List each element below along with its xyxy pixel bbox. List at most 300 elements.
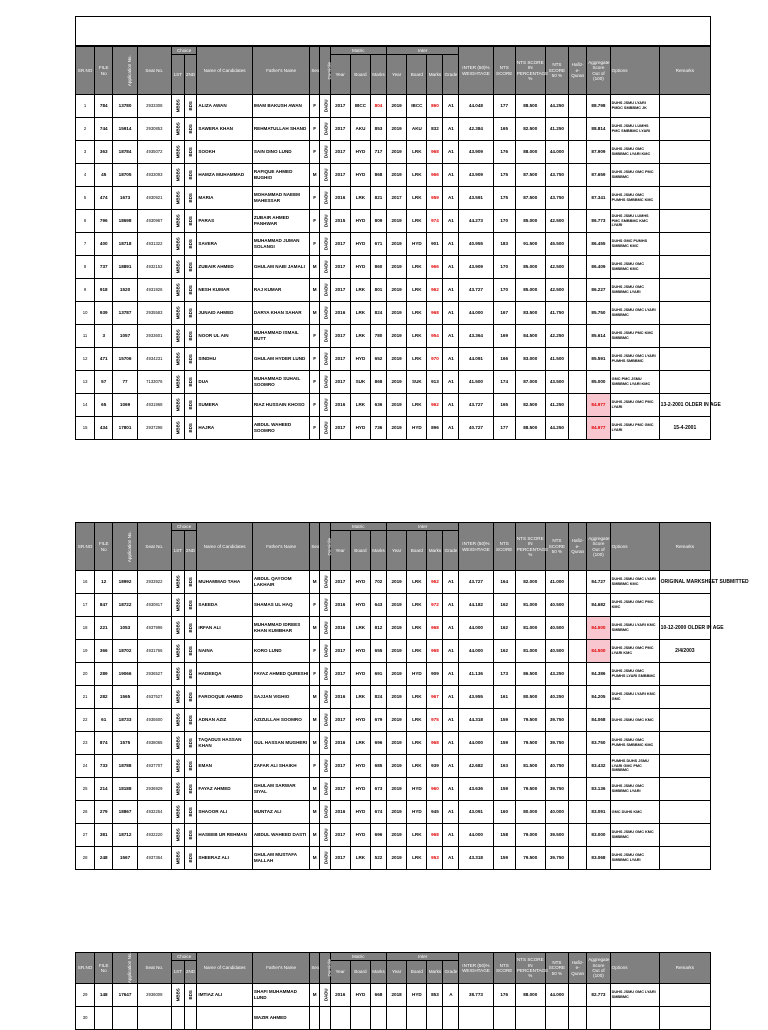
cell-inter-grade: A1 <box>443 709 459 732</box>
cell-matric-marks: 824 <box>371 302 387 325</box>
cell-matric-marks: 717 <box>371 141 387 164</box>
cell-file-no: 737 <box>95 256 113 279</box>
cell-nts-score: 162 <box>493 594 515 617</box>
cell-srno: 5 <box>76 187 95 210</box>
cell-inter-year: 2019 <box>387 617 407 640</box>
cell-father: RIAZ HUSSAIN KHOSO <box>252 394 310 417</box>
cell-aggregate: 83.750 <box>587 732 610 755</box>
cell-app-no: 1069 <box>113 394 138 417</box>
cell-inter-marks <box>427 1007 443 1030</box>
cell-options: DUHS JSMU GMC PUMHS SMBBMC KMC <box>610 187 659 210</box>
cell-inter-marks: 967 <box>427 686 443 709</box>
cell-seat-no: 4937707 <box>137 755 171 778</box>
cell-sex: F <box>310 394 320 417</box>
col-nts-50: NTS SCORE 50 % <box>545 953 568 984</box>
cell-inter-year: 2019 <box>387 371 407 394</box>
cell-father: SAJJAN VIGHIO <box>252 686 310 709</box>
cell-inter-grade: A1 <box>443 847 459 870</box>
cell-domicile-text: DADU <box>323 782 329 796</box>
cell-nts-score: 165 <box>493 118 515 141</box>
cell-inter-grade: A1 <box>443 141 459 164</box>
cell-matric-board: LRK <box>350 394 370 417</box>
cell-nts-pct: 82.500 <box>515 394 545 417</box>
cell-file-no: 148 <box>95 984 113 1007</box>
cell-inter-year: 2019 <box>387 732 407 755</box>
col-matric-year: Year <box>330 531 350 571</box>
cell-domicile-text: DADU <box>323 667 329 681</box>
cell-hafiz <box>569 417 587 440</box>
cell-choice-2nd <box>184 394 197 417</box>
cell-remarks <box>659 302 710 325</box>
cell-inter-weightage: 44.000 <box>459 732 493 755</box>
cell-options: DUHS JSMU GMC PUMHS LYARI SMBBMC <box>610 663 659 686</box>
cell-matric-marks: 812 <box>371 617 387 640</box>
cell-matric-marks: 780 <box>371 325 387 348</box>
cell-domicile <box>319 164 330 187</box>
cell-remarks: 13-2-2001 OLDER IN AGE <box>659 394 710 417</box>
cell-hafiz <box>569 279 587 302</box>
cell-aggregate: 86.409 <box>587 256 610 279</box>
cell-file-no: 847 <box>95 594 113 617</box>
cell-domicile-text: DADU <box>323 713 329 727</box>
cell-inter-marks: 901 <box>427 233 443 256</box>
cell-inter-marks: 968 <box>427 617 443 640</box>
cell-aggregate: 83.432 <box>587 755 610 778</box>
col-domicile: Domicile <box>319 953 330 984</box>
cell-name: JUNAID AHMED <box>197 302 252 325</box>
cell-inter-board: LRK <box>407 164 427 187</box>
cell-inter-year: 2019 <box>387 118 407 141</box>
table-row <box>76 164 711 187</box>
cell-inter-marks: 975 <box>427 709 443 732</box>
cell-aggregate: 84.068 <box>587 709 610 732</box>
col-domicile: Domicile <box>319 523 330 571</box>
cell-inter-board: HYD <box>407 801 427 824</box>
table-body <box>76 984 711 1030</box>
cell-inter-weightage: 43.909 <box>459 256 493 279</box>
cell-file-no: 221 <box>95 617 113 640</box>
cell-choice-2nd-text: BDS <box>187 577 193 587</box>
cell-inter-grade: A1 <box>443 348 459 371</box>
table-body <box>76 95 721 440</box>
cell-seat-no: 2930853 <box>137 118 171 141</box>
cell-nts-50: 41.250 <box>545 118 568 141</box>
cell-options: DUHS JSMU GMC KMC SMBBMC <box>610 824 659 847</box>
cell-matric-board: HYD <box>350 571 370 594</box>
table-row <box>76 394 711 417</box>
col-options: Options <box>610 523 659 571</box>
cell-choice-1st-text: MBBS <box>175 667 181 681</box>
cell-aggregate: 87.909 <box>587 141 610 164</box>
cell-aggregate: 87.659 <box>587 164 610 187</box>
cell-seat-no: 2933601 <box>137 325 171 348</box>
col-choice: Choice <box>171 953 197 961</box>
col-matric-board: Board <box>350 531 370 571</box>
cell-matric-board: LRK <box>350 279 370 302</box>
cell-hafiz <box>569 302 587 325</box>
cell-nts-pct: 91.500 <box>515 233 545 256</box>
cell-choice-1st-text: MBBS <box>175 283 181 297</box>
cell-domicile <box>319 801 330 824</box>
col-inter: Inter <box>387 953 459 961</box>
cell-remarks: 15-4-2001 <box>659 417 710 440</box>
cell-choice-1st <box>171 984 184 1007</box>
cell-inter-year: 2019 <box>387 279 407 302</box>
cell-file-no: 282 <box>95 686 113 709</box>
cell-matric-year: 2016 <box>330 686 350 709</box>
cell-file-no: 400 <box>95 233 113 256</box>
cell-options: DUHS JSMU GMC PUMHS SMBBMC KMC <box>610 732 659 755</box>
cell-inter-year: 2019 <box>387 164 407 187</box>
cell-father: SHAFI MUHAMMAD LUND <box>252 984 310 1007</box>
cell-choice-1st <box>171 686 184 709</box>
col-file-no: FILE No <box>95 953 113 984</box>
table-row <box>76 571 711 594</box>
cell-srno: 17 <box>76 594 95 617</box>
cell-father: ABDUL WAHEED SOOMRO <box>252 417 310 440</box>
table-row <box>76 1007 711 1030</box>
cell-nts-score: 177 <box>493 417 515 440</box>
table-header <box>76 523 711 571</box>
cell-domicile-text: DADU <box>323 237 329 251</box>
cell-inter-year: 2019 <box>387 95 407 118</box>
cell-inter-weightage: 43.591 <box>459 187 493 210</box>
cell-matric-year: 2017 <box>330 141 350 164</box>
cell-nts-50: 40.000 <box>545 801 568 824</box>
cell-app-no: 18784 <box>113 141 138 164</box>
cell-matric-board: SUK <box>350 371 370 394</box>
cell-matric-marks: 679 <box>371 709 387 732</box>
cell-name: ALIZA AWAN <box>197 95 252 118</box>
cell-nts-50: 39.750 <box>545 778 568 801</box>
cell-seat-no: 4933093 <box>137 164 171 187</box>
cell-father: ZUBAIR AHMED PANHWAR <box>252 210 310 233</box>
cell-matric-marks: 655 <box>371 640 387 663</box>
col-sex: Sex <box>310 953 320 984</box>
cell-choice-1st-text: MBBS <box>175 122 181 136</box>
cell-inter-year: 2019 <box>387 847 407 870</box>
cell-matric-marks: 636 <box>371 394 387 417</box>
sheet-title-box <box>75 16 711 46</box>
cell-choice-2nd <box>184 755 197 778</box>
cell-inter-weightage: 44.182 <box>459 594 493 617</box>
table-row <box>76 755 711 778</box>
cell-name: FAYAZ AHMED <box>197 778 252 801</box>
cell-inter-weightage: 43.727 <box>459 571 493 594</box>
col-srno: SR.NO <box>76 953 95 984</box>
cell-seat-no: 7133076 <box>137 371 171 394</box>
cell-domicile-text: DADU <box>323 851 329 865</box>
col-inter-board: Board <box>407 961 427 984</box>
cell-sex: M <box>310 801 320 824</box>
cell-nts-50: 45.500 <box>545 233 568 256</box>
cell-inter-weightage: 38.773 <box>459 984 493 1007</box>
cell-seat-no: 4935600 <box>137 709 171 732</box>
cell-choice-2nd-text: BDS <box>187 830 193 840</box>
col-choice: Choice <box>171 523 197 531</box>
cell-nts-50: 39.500 <box>545 824 568 847</box>
cell-matric-year: 2017 <box>330 233 350 256</box>
cell-nts-50: 40.500 <box>545 640 568 663</box>
cell-nts-score: 170 <box>493 279 515 302</box>
col-aggregate: Aggregate Score Out of (100) <box>587 47 610 95</box>
cell-nts-pct: 87.000 <box>515 371 545 394</box>
cell-nts-pct: 86.500 <box>515 663 545 686</box>
cell-choice-2nd-text: BDS <box>187 692 193 702</box>
cell-matric-board: HYD <box>350 824 370 847</box>
cell-app-no: 18718 <box>113 233 138 256</box>
merit-table-1 <box>75 46 721 440</box>
cell-srno: 24 <box>76 755 95 778</box>
cell-nts-score: 161 <box>493 686 515 709</box>
col-app-no: Application No. <box>113 953 138 984</box>
cell-srno: 29 <box>76 984 95 1007</box>
cell-inter-grade: A1 <box>443 594 459 617</box>
cell-file-no: 279 <box>95 801 113 824</box>
col-hafiz: Hafiz-e-Quran <box>569 523 587 571</box>
cell-choice-2nd <box>184 371 197 394</box>
cell-domicile-text: DADU <box>323 352 329 366</box>
cell-app-no: 17647 <box>113 984 138 1007</box>
table-row <box>76 732 711 755</box>
cell-file-no: 289 <box>95 663 113 686</box>
cell-choice-2nd <box>184 640 197 663</box>
cell-nts-pct: 79.000 <box>515 824 545 847</box>
cell-inter-year: 2019 <box>387 755 407 778</box>
cell-options: GMC PMC JSMU SMBBMC LYARI KMC <box>610 371 659 394</box>
cell-remarks <box>659 732 710 755</box>
cell-choice-1st-text: MBBS <box>175 759 181 773</box>
cell-hafiz <box>569 348 587 371</box>
cell-domicile <box>319 187 330 210</box>
cell-options: DUHS JSMU PMC GMC LYARI <box>610 417 659 440</box>
cell-app-no: 1053 <box>113 617 138 640</box>
cell-srno: 3 <box>76 141 95 164</box>
cell-nts-50: 44.250 <box>545 95 568 118</box>
cell-father: SHAMAS UL HAQ <box>252 594 310 617</box>
cell-remarks: 2/4/2003 <box>659 640 710 663</box>
cell-choice-2nd-text: BDS <box>187 193 193 203</box>
cell-inter-weightage: 44.091 <box>459 348 493 371</box>
cell-nts-pct: 88.500 <box>515 417 545 440</box>
cell-inter-grade: A1 <box>443 233 459 256</box>
cell-inter-weightage: 42.384 <box>459 118 493 141</box>
cell-domicile-text: DADU <box>323 375 329 389</box>
cell-choice-1st <box>171 256 184 279</box>
cell-hafiz <box>569 686 587 709</box>
cell-father: MUHAMMAD JUMAN SOLANGI <box>252 233 310 256</box>
cell-matric-marks: 801 <box>371 279 387 302</box>
cell-name: SUMERA <box>197 394 252 417</box>
cell-domicile <box>319 617 330 640</box>
cell-hafiz <box>569 709 587 732</box>
cell-seat-no: 4932254 <box>137 801 171 824</box>
cell-nts-pct: 83.000 <box>515 348 545 371</box>
cell-inter-weightage: 43.955 <box>459 686 493 709</box>
table-row <box>76 302 711 325</box>
cell-sex: M <box>310 847 320 870</box>
cell-hafiz <box>569 984 587 1007</box>
cell-app-no: 18891 <box>113 256 138 279</box>
col-inter-weightage: INTER (50)% WEIGHTAGE <box>459 523 493 571</box>
cell-domicile-text: DADU <box>323 598 329 612</box>
cell-nts-score: 174 <box>493 371 515 394</box>
cell-name: SAEEDA <box>197 594 252 617</box>
cell-matric-board: LRK <box>350 617 370 640</box>
cell-app-no: 18188 <box>113 778 138 801</box>
cell-inter-grade: A1 <box>443 663 459 686</box>
col-nts-pct: NTS SCORE IN PERCENTAGE % <box>515 953 545 984</box>
cell-matric-board: LRK <box>350 187 370 210</box>
cell-name: HAMZA MUHAMMAD <box>197 164 252 187</box>
cell-nts-pct: 82.500 <box>515 118 545 141</box>
cell-matric-marks: 674 <box>371 801 387 824</box>
cell-choice-2nd <box>184 663 197 686</box>
cell-srno: 20 <box>76 663 95 686</box>
cell-domicile <box>319 1007 330 1030</box>
col-choice-2nd: 2ND <box>184 55 197 95</box>
cell-father: MUHAMMAD IDREES KHAN KUMBHAR <box>252 617 310 640</box>
cell-remarks <box>659 709 710 732</box>
cell-hafiz <box>569 210 587 233</box>
col-remarks: Remarks <box>659 953 710 984</box>
cell-srno: 12 <box>76 348 95 371</box>
table-row <box>76 824 711 847</box>
cell-app-no: 13787 <box>113 302 138 325</box>
cell-inter-board: LRK <box>407 325 427 348</box>
cell-name: EMAN <box>197 755 252 778</box>
cell-nts-score: 167 <box>493 302 515 325</box>
cell-hafiz <box>569 778 587 801</box>
table-row <box>76 709 711 732</box>
cell-aggregate: 84.977 <box>587 417 610 440</box>
cell-choice-2nd-text: BDS <box>187 646 193 656</box>
cell-seat-no: 4931926 <box>137 279 171 302</box>
cell-inter-grade: A1 <box>443 617 459 640</box>
cell-srno: 8 <box>76 256 95 279</box>
cell-choice-2nd <box>184 118 197 141</box>
cell-srno: 7 <box>76 233 95 256</box>
col-matric-year: Year <box>330 55 350 95</box>
cell-choice-1st <box>171 640 184 663</box>
cell-choice-1st-text: MBBS <box>175 214 181 228</box>
cell-remarks: ORIGINAL MARKSHEET SUBMITTED <box>659 571 710 594</box>
cell-matric-board: HYD <box>350 210 370 233</box>
cell-matric-board: HYD <box>350 984 370 1007</box>
cell-father: MUNTAZ ALI <box>252 801 310 824</box>
cell-name: DUA <box>197 371 252 394</box>
cell-nts-score: 159 <box>493 778 515 801</box>
cell-inter-weightage: 40.727 <box>459 417 493 440</box>
cell-choice-1st <box>171 1007 184 1030</box>
cell-matric-year: 2017 <box>330 164 350 187</box>
cell-nts-score: 165 <box>493 394 515 417</box>
cell-nts-pct: 85.000 <box>515 210 545 233</box>
cell-domicile <box>319 594 330 617</box>
cell-domicile-text: DADU <box>323 398 329 412</box>
cell-nts-50: 44.250 <box>545 417 568 440</box>
cell-matric-board: HYD <box>350 709 370 732</box>
cell-inter-board: LRK <box>407 755 427 778</box>
cell-inter-board: LRK <box>407 187 427 210</box>
cell-hafiz <box>569 233 587 256</box>
cell-srno: 25 <box>76 778 95 801</box>
cell-matric-board: LRK <box>350 732 370 755</box>
cell-inter-marks: 945 <box>427 801 443 824</box>
cell-choice-2nd <box>184 348 197 371</box>
cell-hafiz <box>569 617 587 640</box>
cell-inter-board: LRK <box>407 141 427 164</box>
cell-seat-no: 2933922 <box>137 571 171 594</box>
cell-choice-2nd-text: BDS <box>187 147 193 157</box>
cell-choice-2nd-text: BDS <box>187 807 193 817</box>
cell-inter-board: HYD <box>407 778 427 801</box>
cell-nts-50: 43.250 <box>545 663 568 686</box>
cell-inter-board: LRK <box>407 348 427 371</box>
cell-nts-score: 163 <box>493 755 515 778</box>
cell-choice-2nd <box>184 778 197 801</box>
cell-choice-1st-text: MBBS <box>175 690 181 704</box>
cell-seat-no: 2936008 <box>137 984 171 1007</box>
cell-remarks <box>659 594 710 617</box>
cell-srno: 21 <box>76 686 95 709</box>
cell-seat-no: 2933308 <box>137 95 171 118</box>
cell-seat-no: 4931968 <box>137 394 171 417</box>
cell-domicile-text: DADU <box>323 828 329 842</box>
cell-hafiz <box>569 118 587 141</box>
cell-srno: 27 <box>76 824 95 847</box>
cell-choice-1st-text: MBBS <box>175 988 181 1002</box>
cell-matric-marks: 804 <box>371 95 387 118</box>
cell-srno: 19 <box>76 640 95 663</box>
cell-options: DUHS JSMU GMC SMBBMC LYARI <box>610 847 659 870</box>
cell-choice-2nd-text: BDS <box>187 990 193 1000</box>
cell-nts-50: 41.750 <box>545 302 568 325</box>
cell-choice-1st-text: MBBS <box>175 598 181 612</box>
col-remarks: Remarks <box>659 47 710 95</box>
cell-seat-no <box>137 1007 171 1030</box>
cell-app-no <box>113 1007 138 1030</box>
cell-inter-grade: A1 <box>443 256 459 279</box>
cell-father: ABDUL QAYOOM LAKHAIR <box>252 571 310 594</box>
cell-matric-year: 2017 <box>330 755 350 778</box>
col-inter-grade: Grade <box>443 531 459 571</box>
cell-srno: 14 <box>76 394 95 417</box>
cell-domicile-text: DADU <box>323 191 329 205</box>
cell-nts-pct: 85.000 <box>515 279 545 302</box>
cell-file-no: 12 <box>95 571 113 594</box>
cell-options: DUHS GMC PUMHS SMBBMC KMC <box>610 233 659 256</box>
cell-inter-grade: A1 <box>443 95 459 118</box>
cell-inter-grade: A1 <box>443 755 459 778</box>
cell-aggregate: 84.205 <box>587 686 610 709</box>
cell-file-no: 434 <box>95 417 113 440</box>
cell-app-no: 18705 <box>113 164 138 187</box>
cell-remarks <box>659 325 710 348</box>
cell-remarks <box>659 95 710 118</box>
col-aggregate: Aggregate Score Out of (100) <box>587 523 610 571</box>
cell-nts-50: 39.750 <box>545 709 568 732</box>
cell-domicile-text: DADU <box>323 260 329 274</box>
cell-sex: F <box>310 348 320 371</box>
cell-choice-1st <box>171 417 184 440</box>
cell-matric-year: 2016 <box>330 302 350 325</box>
cell-choice-1st-text: MBBS <box>175 352 181 366</box>
cell-name: NESH KUMAR <box>197 279 252 302</box>
cell-choice-1st <box>171 302 184 325</box>
cell-nts-pct: 88.000 <box>515 141 545 164</box>
cell-choice-1st <box>171 210 184 233</box>
